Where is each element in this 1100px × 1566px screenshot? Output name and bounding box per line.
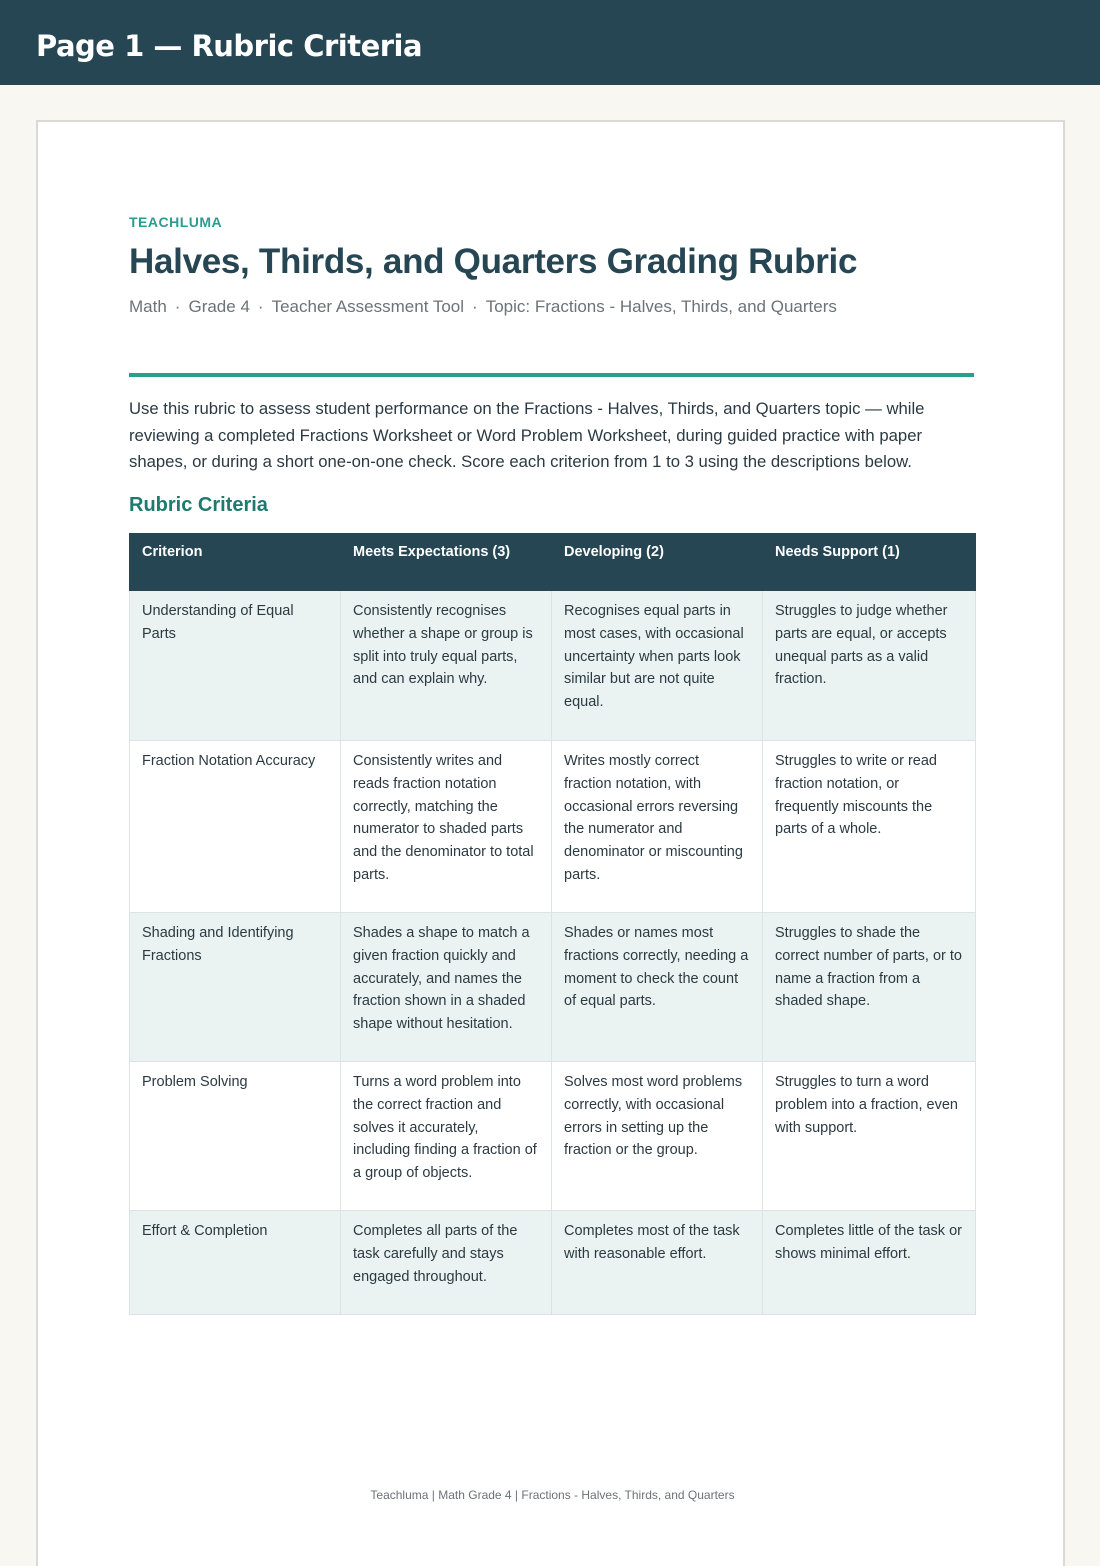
document-sheet (36, 120, 1065, 1566)
meta-separator: · (174, 297, 181, 316)
table-row (130, 1062, 976, 1211)
table-row (130, 913, 976, 1062)
rubric-header-row (130, 534, 976, 591)
needs-support-cell: Struggles to shade the correct number of parts, or to name a fraction from a shaded shape. (763, 913, 976, 1062)
table-row (130, 741, 976, 913)
header-criterion: Criterion (130, 534, 341, 591)
page-footer: Teachluma | Math Grade 4 | Fractions - Halves, Thirds, and Quarters (370, 1488, 735, 1502)
meta-tool: Teacher Assessment Tool (271, 297, 465, 316)
developing-cell: Completes most of the task with reasonable effort. (552, 1211, 763, 1315)
needs-support-cell: Struggles to write or read fraction notation, or frequently miscounts the parts of a whole. (763, 741, 976, 913)
rubric-table (129, 533, 976, 1315)
criterion-cell: Problem Solving (130, 1062, 341, 1211)
meta-topic: Topic: Fractions - Halves, Thirds, and Quarters (485, 297, 837, 316)
developing-cell: Recognises equal parts in most cases, with occasional uncertainty when parts look similar but are not quite equal. (552, 591, 763, 741)
needs-support-cell: Struggles to judge whether parts are equal, or accepts unequal parts as a valid fraction. (763, 591, 976, 741)
meta-separator: · (257, 297, 264, 316)
meets-cell: Completes all parts of the task carefully and stays engaged throughout. (341, 1211, 552, 1315)
meets-cell: Shades a shape to match a given fraction quickly and accurately, and names the fraction shown in a shaded shape without hesitation. (341, 913, 552, 1062)
brand-label: TEACHLUMA (129, 214, 223, 230)
criterion-cell: Understanding of Equal Parts (130, 591, 341, 741)
meta-grade: Grade 4 (188, 297, 250, 316)
header-meets: Meets Expectations (3) (341, 534, 552, 591)
meets-cell: Consistently recognises whether a shape or group is split into truly equal parts, and can explain why. (341, 591, 552, 741)
page-header-bar (0, 0, 1100, 85)
meets-cell: Turns a word problem into the correct fraction and solves it accurately, including finding a fraction of a group of objects. (341, 1062, 552, 1211)
section-heading: Rubric Criteria (129, 494, 268, 516)
document-title: Halves, Thirds, and Quarters Grading Rubric (129, 242, 858, 281)
meta-subject: Math (129, 297, 167, 316)
criterion-cell: Fraction Notation Accuracy (130, 741, 341, 913)
document-meta (129, 297, 837, 317)
page-header-title: Page 1 — Rubric Criteria (36, 29, 423, 63)
meets-cell: Consistently writes and reads fraction notation correctly, matching the numerator to shaded parts and the denominator to total parts. (341, 741, 552, 913)
header-needs-support: Needs Support (1) (763, 534, 976, 591)
criterion-cell: Effort & Completion (130, 1211, 341, 1315)
meta-separator: · (472, 297, 478, 316)
developing-cell: Writes mostly correct fraction notation, with occasional errors reversing the numerator and denominator or miscounting parts. (552, 741, 763, 913)
developing-cell: Solves most word problems correctly, with occasional errors in setting up the fraction or the group. (552, 1062, 763, 1211)
table-row (130, 591, 976, 741)
divider (129, 373, 974, 377)
intro-paragraph: Use this rubric to assess student performance on the Fractions - Halves, Thirds, and Quarters topic — while reviewing a completed Fractions Worksheet or Word Problem Worksheet, during guided practice with paper shapes, or during a short one-on-one check. Score each criterion from 1 to 3 using the descriptions below. (129, 399, 925, 471)
header-developing: Developing (2) (552, 534, 763, 591)
criterion-cell: Shading and Identifying Fractions (130, 913, 341, 1062)
table-row (130, 1211, 976, 1315)
needs-support-cell: Struggles to turn a word problem into a fraction, even with support. (763, 1062, 976, 1211)
developing-cell: Shades or names most fractions correctly, needing a moment to check the count of equal parts. (552, 913, 763, 1062)
needs-support-cell: Completes little of the task or shows minimal effort. (763, 1211, 976, 1315)
